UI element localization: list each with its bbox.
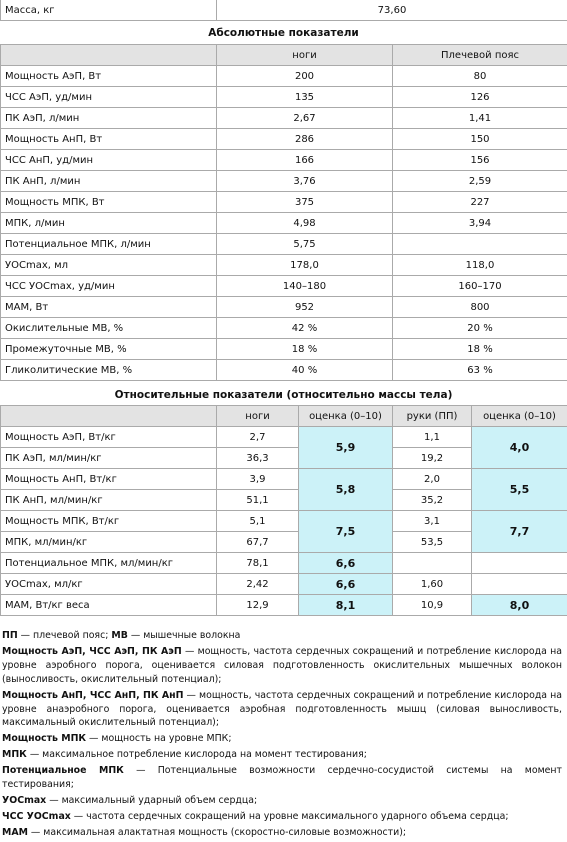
absolute-section-title: Абсолютные показатели: [0, 27, 567, 39]
relative-section-title: Относительные показатели (относительно массы тела): [0, 389, 567, 401]
absolute-row: [1, 255, 567, 276]
note-line: [2, 645, 562, 687]
relative-arms-value: 10,9: [393, 595, 472, 616]
relative-label: МАМ, Вт/кг веса: [1, 595, 217, 616]
absolute-shoulder-value: 20 %: [393, 318, 567, 339]
absolute-table: [0, 44, 567, 381]
legs-score-anp: 5,8: [299, 469, 393, 511]
relative-label: ПК АэП, мл/мин/кг: [1, 448, 217, 469]
note-term: ЧСС УОСmax: [2, 811, 71, 822]
absolute-row: [1, 66, 567, 87]
note-term: Мощность АнП, ЧСС АнП, ПК АнП: [2, 690, 183, 701]
note-line: [2, 794, 562, 808]
note-term: МАМ: [2, 827, 28, 838]
absolute-shoulder-value: 63 %: [393, 360, 567, 381]
absolute-header-empty: [1, 45, 217, 66]
absolute-legs-value: 140–180: [217, 276, 393, 297]
absolute-row: [1, 360, 567, 381]
relative-row: [1, 574, 567, 595]
relative-header-empty: [1, 406, 217, 427]
notes: [2, 629, 562, 842]
relative-header-arms: руки (ПП): [393, 406, 472, 427]
absolute-legs-value: 135: [217, 87, 393, 108]
absolute-row: [1, 339, 567, 360]
absolute-shoulder-value: 118,0: [393, 255, 567, 276]
note-text: — мышечные волокна: [128, 630, 241, 641]
absolute-legs-value: 40 %: [217, 360, 393, 381]
legs-score-aep: 5,9: [299, 427, 393, 469]
note-line: [2, 810, 562, 824]
note-text: — мощность на уровне МПК;: [86, 733, 231, 744]
absolute-legs-value: 5,75: [217, 234, 393, 255]
relative-arms-value: 1,1: [393, 427, 472, 448]
absolute-row: [1, 87, 567, 108]
note-line: [2, 732, 562, 746]
absolute-shoulder-value: 160–170: [393, 276, 567, 297]
arms-score-empty: [472, 553, 567, 574]
absolute-row: [1, 171, 567, 192]
relative-row: [1, 469, 567, 490]
absolute-legs-value: 2,67: [217, 108, 393, 129]
mass-row: [1, 0, 567, 21]
absolute-legs-value: 178,0: [217, 255, 393, 276]
relative-label: ПК АнП, мл/мин/кг: [1, 490, 217, 511]
absolute-legs-value: 200: [217, 66, 393, 87]
absolute-shoulder-value: 800: [393, 297, 567, 318]
absolute-legs-value: 3,76: [217, 171, 393, 192]
absolute-label: ЧСС АэП, уд/мин: [1, 87, 217, 108]
relative-label: УОСmax, мл/кг: [1, 574, 217, 595]
note-text: — частота сердечных сокращений на уровне максимального ударного объема сердца;: [71, 811, 509, 822]
relative-arms-value: [393, 553, 472, 574]
absolute-shoulder-value: 80: [393, 66, 567, 87]
relative-legs-value: 67,7: [217, 532, 299, 553]
absolute-label: УОСmax, мл: [1, 255, 217, 276]
absolute-shoulder-value: 2,59: [393, 171, 567, 192]
relative-label: Мощность АэП, Вт/кг: [1, 427, 217, 448]
absolute-label: Потенциальное МПК, л/мин: [1, 234, 217, 255]
absolute-shoulder-value: 150: [393, 129, 567, 150]
absolute-row: [1, 297, 567, 318]
relative-header-legs: ноги: [217, 406, 299, 427]
relative-header-arms-score: оценка (0–10): [472, 406, 567, 427]
absolute-shoulder-value: 227: [393, 192, 567, 213]
relative-legs-value: 51,1: [217, 490, 299, 511]
mass-value: 73,60: [217, 0, 567, 21]
absolute-shoulder-value: 156: [393, 150, 567, 171]
mass-table: [0, 0, 567, 21]
absolute-shoulder-value: 18 %: [393, 339, 567, 360]
absolute-label: Гликолитические МВ, %: [1, 360, 217, 381]
absolute-header-shoulder: Плечевой пояс: [393, 45, 567, 66]
absolute-row: [1, 276, 567, 297]
absolute-shoulder-value: 1,41: [393, 108, 567, 129]
absolute-legs-value: 375: [217, 192, 393, 213]
relative-arms-value: 3,1: [393, 511, 472, 532]
relative-row: [1, 595, 567, 616]
note-text: — максимальная алактатная мощность (скоростно-силовые возможности);: [28, 827, 406, 838]
relative-label: Потенциальное МПК, мл/мин/кг: [1, 553, 217, 574]
legs-score-mpk: 7,5: [299, 511, 393, 553]
arms-score-mam: 8,0: [472, 595, 567, 616]
absolute-legs-value: 286: [217, 129, 393, 150]
note-line: [2, 748, 562, 762]
absolute-shoulder-value: 126: [393, 87, 567, 108]
relative-legs-value: 12,9: [217, 595, 299, 616]
note-line: [2, 764, 562, 792]
absolute-row: [1, 318, 567, 339]
absolute-legs-value: 4,98: [217, 213, 393, 234]
note-line: [2, 629, 562, 643]
arms-score-anp: 5,5: [472, 469, 567, 511]
note-line: [2, 689, 562, 731]
relative-legs-value: 78,1: [217, 553, 299, 574]
legs-score-potential: 6,6: [299, 553, 393, 574]
note-line: [2, 826, 562, 840]
relative-row: [1, 427, 567, 448]
relative-arms-value: 1,60: [393, 574, 472, 595]
note-term: МВ: [111, 630, 127, 641]
note-term: ПП: [2, 630, 18, 641]
absolute-row: [1, 234, 567, 255]
absolute-label: ЧСС АнП, уд/мин: [1, 150, 217, 171]
relative-row: [1, 511, 567, 532]
absolute-row: [1, 213, 567, 234]
relative-arms-value: 2,0: [393, 469, 472, 490]
relative-legs-value: 2,7: [217, 427, 299, 448]
absolute-label: МПК, л/мин: [1, 213, 217, 234]
absolute-label: Мощность АэП, Вт: [1, 66, 217, 87]
relative-legs-value: 2,42: [217, 574, 299, 595]
relative-label: МПК, мл/мин/кг: [1, 532, 217, 553]
note-text: — максимальное потребление кислорода на момент тестирования;: [27, 749, 367, 760]
note-text: — мощность, частота сердечных сокращений и потребление кислорода на уровне аэробного порога, оценивается силовая подготовленность окислительных мышечных волокон (выносливость, окислительный потенциал);: [2, 646, 562, 685]
note-text: — мощность, частота сердечных сокращений и потребление кислорода на уровне анаэробного порога, оценивается аэробная подготовленность мышц (силовая выносливость, максимальный окислительный потенциал);: [2, 690, 562, 729]
arms-score-aep: 4,0: [472, 427, 567, 469]
absolute-legs-value: 952: [217, 297, 393, 318]
legs-score-uos: 6,6: [299, 574, 393, 595]
absolute-header-legs: ноги: [217, 45, 393, 66]
absolute-header-row: [1, 45, 567, 66]
absolute-label: Мощность МПК, Вт: [1, 192, 217, 213]
arms-score-empty: [472, 574, 567, 595]
note-text: — максимальный ударный объем сердца;: [46, 795, 257, 806]
absolute-legs-value: 166: [217, 150, 393, 171]
absolute-row: [1, 108, 567, 129]
absolute-row: [1, 150, 567, 171]
relative-table: [0, 405, 567, 616]
absolute-label: МАМ, Вт: [1, 297, 217, 318]
relative-arms-value: 19,2: [393, 448, 472, 469]
relative-header-row: [1, 406, 567, 427]
note-term: Потенциальное МПК: [2, 765, 124, 776]
arms-score-mpk: 7,7: [472, 511, 567, 553]
absolute-label: Промежуточные МВ, %: [1, 339, 217, 360]
mass-label: Масса, кг: [1, 0, 217, 21]
relative-legs-value: 36,3: [217, 448, 299, 469]
note-text: — Потенциальные возможности сердечно-сосудистой системы на момент тестирования;: [2, 765, 562, 790]
absolute-label: Окислительные МВ, %: [1, 318, 217, 339]
relative-legs-value: 3,9: [217, 469, 299, 490]
absolute-label: Мощность АнП, Вт: [1, 129, 217, 150]
note-term: МПК: [2, 749, 27, 760]
relative-legs-value: 5,1: [217, 511, 299, 532]
relative-arms-value: 35,2: [393, 490, 472, 511]
absolute-label: ПК АэП, л/мин: [1, 108, 217, 129]
relative-label: Мощность МПК, Вт/кг: [1, 511, 217, 532]
relative-arms-value: 53,5: [393, 532, 472, 553]
relative-label: Мощность АнП, Вт/кг: [1, 469, 217, 490]
note-text: — плечевой пояс;: [18, 630, 112, 641]
absolute-row: [1, 129, 567, 150]
absolute-label: ЧСС УОСmax, уд/мин: [1, 276, 217, 297]
note-term: УОСmax: [2, 795, 46, 806]
absolute-row: [1, 192, 567, 213]
note-term: Мощность МПК: [2, 733, 86, 744]
absolute-legs-value: 42 %: [217, 318, 393, 339]
absolute-shoulder-value: [393, 234, 567, 255]
absolute-shoulder-value: 3,94: [393, 213, 567, 234]
absolute-label: ПК АнП, л/мин: [1, 171, 217, 192]
note-term: Мощность АэП, ЧСС АэП, ПК АэП: [2, 646, 182, 657]
relative-row: [1, 553, 567, 574]
absolute-legs-value: 18 %: [217, 339, 393, 360]
relative-header-legs-score: оценка (0–10): [299, 406, 393, 427]
legs-score-mam: 8,1: [299, 595, 393, 616]
